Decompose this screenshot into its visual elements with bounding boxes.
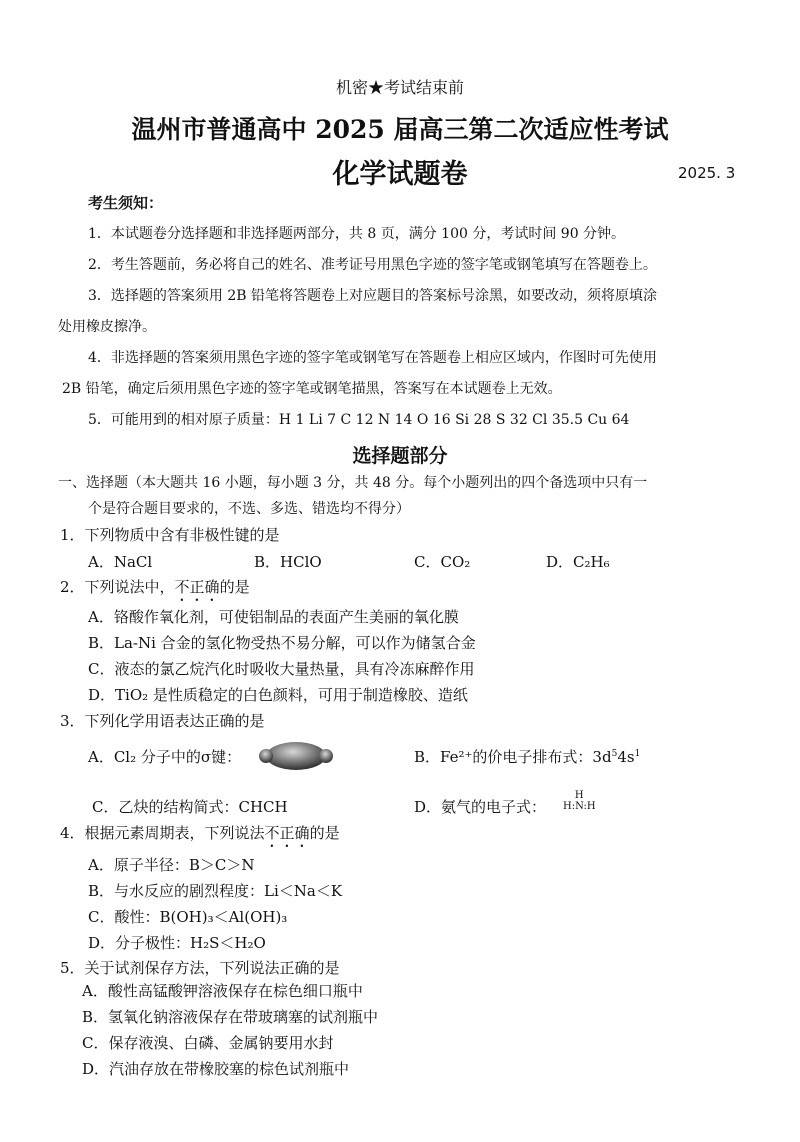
- q3-stem: 3．下列化学用语表达正确的是: [60, 712, 265, 730]
- q3-option-d: D．氨气的电子式：: [414, 798, 547, 816]
- q3-option-b-sup1: 5: [611, 749, 618, 759]
- q2-stem-post: 的是: [219, 578, 250, 596]
- q4-stem-emphasis: 不正确: [264, 824, 310, 842]
- q3-option-b-sup2: 1: [634, 749, 641, 759]
- notice-heading: 考生须知：: [88, 194, 164, 212]
- notice-item-4-cont: 2B 铅笔，确定后须用黑色字迹的签字笔或钢笔描黑，答案写在本试题卷上无效。: [62, 381, 562, 397]
- q4-option-c: C．酸性：B(OH)₃＜Al(OH)₃: [88, 908, 288, 926]
- q1-option-a: A．NaCl: [88, 553, 153, 571]
- q2-option-b: B．La-Ni 合金的氢化物受热不易分解，可以作为储氢合金: [88, 634, 476, 652]
- notice-item-1: 1．本试题卷分选择题和非选择题两部分，共 8 页，满分 100 分，考试时间 90 分钟。: [88, 226, 626, 242]
- q5-option-a: A．酸性高锰酸钾溶液保存在棕色细口瓶中: [82, 982, 363, 1000]
- ammonia-formula-bottom: H:N:H: [563, 801, 596, 812]
- q5-stem: 5．关于试剂保存方法，下列说法正确的是: [60, 959, 340, 977]
- exam-date: 2025. 3: [678, 164, 736, 182]
- q3-option-a: A．Cl₂ 分子中的σ键：: [88, 748, 242, 766]
- q1-option-b: B．HClO: [254, 553, 322, 571]
- q4-stem: [60, 822, 340, 851]
- q2-option-d: D．TiO₂ 是性质稳定的白色颜料，可用于制造橡胶、造纸: [88, 686, 468, 704]
- q1-stem: 1．下列物质中含有非极性键的是: [60, 526, 280, 544]
- q1-option-d: D．C₂H₆: [546, 553, 610, 571]
- notice-item-5: 5．可能用到的相对原子质量：H 1 Li 7 C 12 N 14 O 16 Si 28 S 32 Cl 35.5 Cu 64: [88, 412, 630, 428]
- q5-option-d: D．汽油存放在带橡胶塞的棕色试剂瓶中: [82, 1060, 350, 1078]
- q4-stem-post: 的是: [309, 824, 340, 842]
- section-intro-2: 个是符合题目要求的，不选、多选、错选均不得分）: [88, 501, 410, 517]
- q5-option-b: B．氢氧化钠溶液保存在带玻璃塞的试剂瓶中: [82, 1008, 379, 1026]
- q2-option-a: A．铬酸作氧化剂，可使铝制品的表面产生美丽的氧化膜: [88, 608, 459, 626]
- ammonia-formula-top: H: [574, 790, 584, 801]
- sigma-bond-lobe: [266, 742, 326, 770]
- sigma-bond-orbital-image: [256, 738, 336, 774]
- q2-stem-pre: 2．下列说法中，: [60, 578, 175, 596]
- notice-item-3: 3．选择题的答案须用 2B 铅笔将答题卷上对应题目的答案标号涂黑，如要改动，须将原填涂: [88, 288, 658, 304]
- ammonia-electron-formula: [563, 790, 596, 812]
- paper-title: 化学试题卷: [332, 159, 468, 190]
- q2-stem: [60, 576, 250, 605]
- q3-option-b-mid: 4s: [617, 748, 635, 766]
- q4-option-d: D．分子极性：H₂S＜H₂O: [88, 934, 266, 952]
- notice-item-4: 4．非选择题的答案须用黑色字迹的签字笔或钢笔写在答题卷上相应区域内，作图时可先使用: [88, 350, 657, 366]
- q3-option-b-text: B．Fe²⁺的价电子排布式：3d: [414, 748, 612, 766]
- q4-stem-pre: 4．根据元素周期表，下列说法: [60, 824, 265, 842]
- notice-item-3-cont: 处用橡皮擦净。: [58, 319, 156, 335]
- notice-item-2: 2．考生答题前，务必将自己的姓名、准考证号用黑色字迹的签字笔或钢笔填写在答题卷上。: [88, 257, 657, 273]
- q4-option-b: B．与水反应的剧烈程度：Li＜Na＜K: [88, 882, 343, 900]
- confidential-label: 机密★考试结束前: [335, 78, 464, 97]
- q3-option-c: C．乙炔的结构简式：CHCH: [92, 798, 288, 816]
- section-intro-1: 一、选择题（本大题共 16 小题，每小题 3 分，共 48 分。每个小题列出的四个备选项中只有一: [58, 475, 648, 491]
- q4-option-a: A．原子半径：B＞C＞N: [88, 856, 255, 874]
- q3-option-b: [414, 746, 640, 767]
- chlorine-atom-right: [319, 749, 333, 763]
- q2-option-c: C．液态的氯乙烷汽化时吸收大量热量，具有冷冻麻醉作用: [88, 660, 475, 678]
- q1-option-c: C．CO₂: [414, 553, 471, 571]
- section-title: 选择题部分: [352, 445, 448, 467]
- exam-title: 温州市普通高中 2025 届高三第二次适应性考试: [131, 115, 669, 144]
- q5-option-c: C．保存液溴、白磷、金属钠要用水封: [82, 1034, 334, 1052]
- chlorine-atom-left: [259, 749, 273, 763]
- q2-stem-emphasis: 不正确: [174, 578, 220, 596]
